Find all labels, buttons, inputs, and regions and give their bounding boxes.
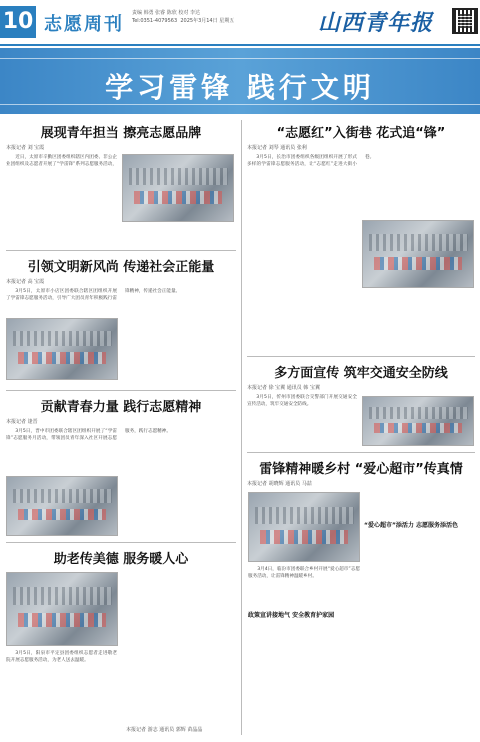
article-divider (6, 390, 236, 391)
article-body: 3月4日，临汾市团委联合乡村开展“爱心超市”志愿服务活动，让雷锋精神温暖乡村。 (248, 567, 360, 579)
article-body: 3月5日，晋中市团委联合辖区团组织开展了“学雷锋”志愿服务月活动，带领团员青年深入社区开展志愿服务，践行志愿精神。 (6, 429, 171, 441)
header-contact-date: Tel:0351-4079563 2025年3月14日 星期五 (132, 18, 235, 24)
article-photo (6, 318, 118, 380)
article-subheading: 政策宣讲接地气 安全教育护家园 (248, 612, 335, 619)
header-editors: 责编 韩勇 张睿 陈欣 校对 李达 (132, 10, 200, 16)
article-photo (248, 492, 360, 562)
article-body: 3月5日，长治市团委组织各级团组织开展了形式多样的学雷锋志愿服务活动，让“志愿红”走进大街小巷。 (247, 155, 375, 167)
article-divider (247, 452, 475, 453)
article-body: 3月5日，阳泉市平定县团委组织志愿者走进敬老院开展志愿服务活动，为老人送去温暖。 (6, 651, 117, 663)
qr-code-icon (452, 8, 478, 34)
article-divider (6, 250, 236, 251)
article-subheading: “爱心超市”添活力 志愿服务添活色 (364, 522, 458, 529)
article-byline: 本报记者 逢晋 (6, 419, 38, 425)
article-title: 贡献青春力量 践行志愿精神 (40, 400, 202, 415)
article-byline: 本报记者 刘 宝霞 (6, 145, 45, 151)
article-divider (6, 542, 236, 543)
article-byline: 本报记者 徐 宝翼 通讯员 韩 宝翼 (247, 385, 320, 391)
article-byline: 本报记者 游志 通讯员 郭辉 苗晶晶 (126, 727, 203, 733)
article-byline: 本报记者 胡晓辉 通讯员 马喆 (247, 481, 312, 487)
column-divider (241, 120, 242, 735)
article-divider (247, 356, 475, 357)
article-body: 3月5日，太原市小店区团委联合辖区团组织开展了学雷锋志愿服务活动，引导广大团员青年积极践行雷锋精神，传递社会正能量。 (6, 289, 181, 301)
banner-title: 学习雷锋 践行文明 (105, 71, 375, 104)
article-byline: 本报记者 刘琴 通讯员 张利 (247, 145, 307, 151)
page-number: 10 (0, 6, 36, 38)
article-photo (362, 220, 474, 288)
article-photo (362, 396, 474, 446)
article-photo (6, 476, 118, 536)
article-title: 展现青年担当 擦亮志愿品牌 (40, 126, 202, 141)
article-title: 雷锋精神暖乡村 “爱心超市”传真情 (259, 462, 463, 477)
article-body: 3月5日，忻州市团委联合交警部门开展交通安全宣传活动，筑牢交通安全防线。 (247, 395, 357, 407)
article-byline: 本报记者 高 宝霞 (6, 279, 45, 285)
article-title: 多方面宣传 筑牢交通安全防线 (274, 366, 448, 381)
article-photo (6, 572, 118, 646)
article-photo (122, 154, 234, 222)
article-title: 引领文明新风尚 传递社会正能量 (27, 260, 215, 275)
article-title: 助老传美德 服务暖人心 (53, 552, 189, 567)
header-info (132, 9, 292, 25)
newspaper-logo: 山西青年报 (318, 10, 434, 36)
banner-divider (0, 58, 480, 59)
article-body: 近日，太原市辛勤区团委组织辖区内团委、非公企业团组织及志愿者开展了“学雷锋”系列志愿服务活动， (6, 155, 117, 167)
article-title: “志愿红”入街巷 花式追“锋” (276, 126, 446, 141)
section-title: 志愿周刊 (44, 14, 124, 35)
